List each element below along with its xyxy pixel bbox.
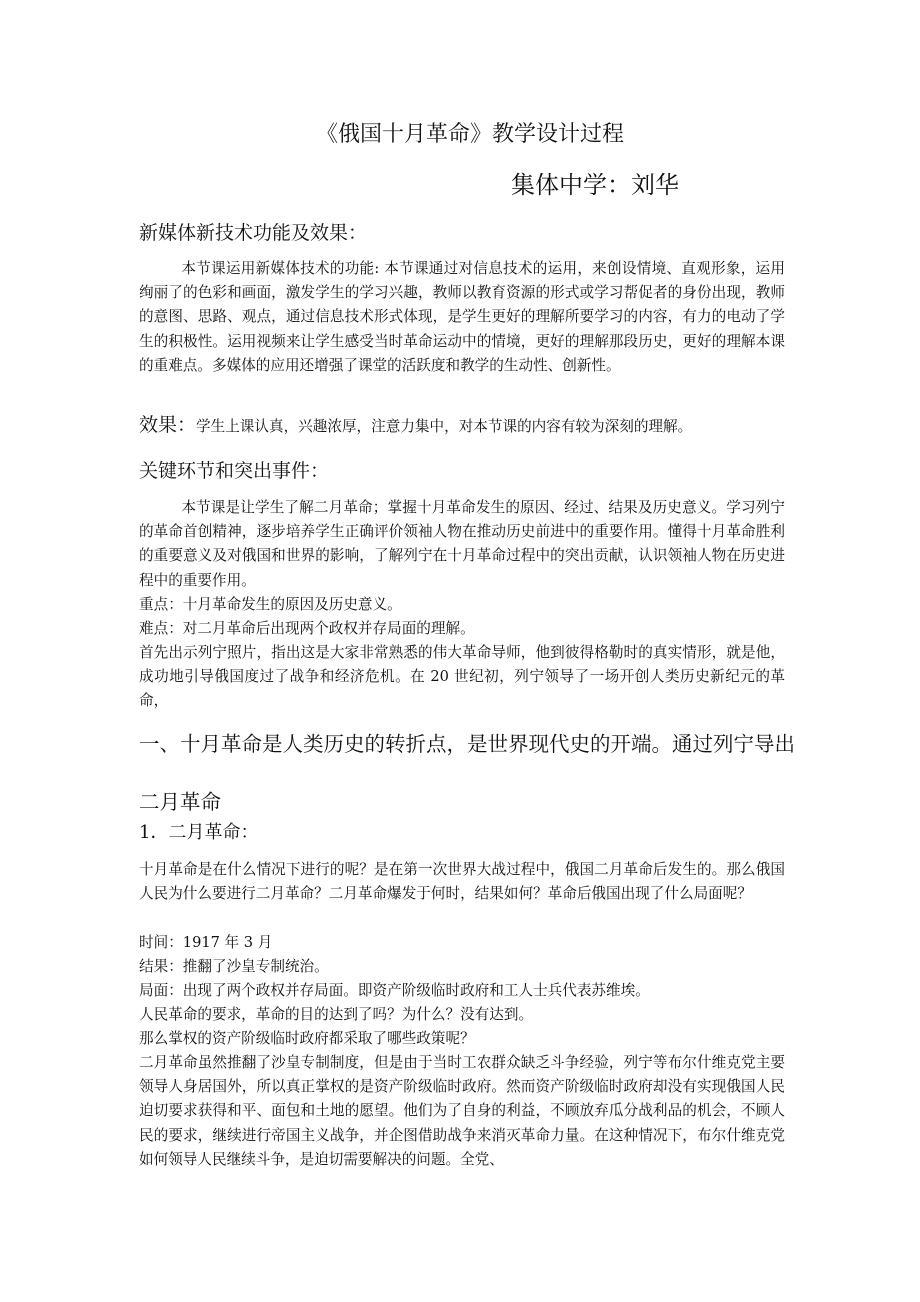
effect-label: 效果：	[139, 414, 197, 436]
situation-line: 局面：出现了两个政权并存局面。即资产阶级临时政府和工人士兵代表苏维埃。	[139, 982, 650, 999]
analysis-paragraph: 二月革命虽然推翻了沙皇专制制度，但是由于当时工农群众缺乏斗争经验，列宁等布尔什维克党主要领导人身居国外，所以真正掌权的是资产阶级临时政府。然而资产阶级临时政府却没有实现俄国人民迫切要求获得和平、面包和土地的愿望。他们为了自身的利益，不顾放弃瓜分战利品的机会，不顾人民的要求，继续进行帝国主义战争，并企图借助战争来消灭革命力量。在这种情况下，布尔什维克党如何领导人民继续斗争，是迫切需要解决的问题。全党、	[139, 1054, 785, 1168]
part-one-subheading: 1．二月革命：	[139, 822, 259, 843]
section-heading-media: 新媒体新技术功能及效果：	[139, 222, 368, 244]
effect-text: 学生上课认真，兴趣浓厚，注意力集中，对本节课的内容有较为深刻的理解。	[196, 418, 693, 435]
document-title: 《俄国十月革命》教学设计过程	[315, 122, 624, 147]
intro-paragraph: 首先出示列宁照片，指出这是大家非常熟悉的伟大革命导师，他到彼得格勒时的真实情形，就是他，成功地引导俄国度过了战争和经济危机。在 20 世纪初，列宁领导了一场开创人类历史新纪元的革命，	[139, 644, 785, 710]
part-one-heading: 一、十月革命是人类历史的转折点，是世界现代史的开端。通过列宁导出二月革命	[139, 732, 795, 814]
key-paragraph: 本节课是让学生了解二月革命；掌握十月革命发生的原因、经过、结果及历史意义。学习列宁的革命首创精神，逐步培养学生正确评价领袖人物在推动历史前进中的重要作用。懂得十月革命胜利的重要意义及对俄国和世界的影响，了解列宁在十月革命过程中的突出贡献，认识领袖人物在历史进程中的重要作用。	[139, 499, 785, 589]
effect-line	[139, 410, 692, 437]
time-line: 时间：1917 年 3 月	[139, 934, 273, 951]
section-heading-key: 关键环节和突出事件：	[139, 460, 330, 482]
key-point: 重点：十月革命发生的原因及历史意义。	[139, 596, 402, 613]
author-line: 集体中学：刘华	[511, 171, 679, 199]
question-paragraph: 十月革命是在什么情况下进行的呢？是在第一次世界大战过程中，俄国二月革命后发生的。那么俄国人民为什么要进行二月革命？二月革命爆发于何时，结果如何？革命后俄国出现了什么局面呢？	[139, 861, 785, 903]
question-two-line: 人民革命的要求，革命的目的达到了吗？为什么？没有达到。	[139, 1006, 534, 1023]
question-three-line: 那么掌权的资产阶级临时政府都采取了哪些政策呢？	[139, 1030, 475, 1047]
media-paragraph: 本节课运用新媒体技术的功能: 本节课通过对信息技术的运用，来创设情境、直观形象，运用绚丽了的色彩和画面，激发学生的学习兴趣，教师以教育资源的形式或学习帮促者的身份出现，教师的意图、思路、观点，通过信息技术形式体现，是学生更好的理解所要学习的内容，有力的电动了学生的积极性。运用视频来让学生感受当时革命运动中的情境，更好的理解那段历史，更好的理解本课的重难点。多媒体的应用还增强了课堂的活跃度和教学的生动性、创新性。	[139, 260, 785, 374]
result-line: 结果：推翻了沙皇专制统治。	[139, 958, 329, 975]
difficult-point: 难点：对二月革命后出现两个政权并存局面的理解。	[139, 620, 475, 637]
